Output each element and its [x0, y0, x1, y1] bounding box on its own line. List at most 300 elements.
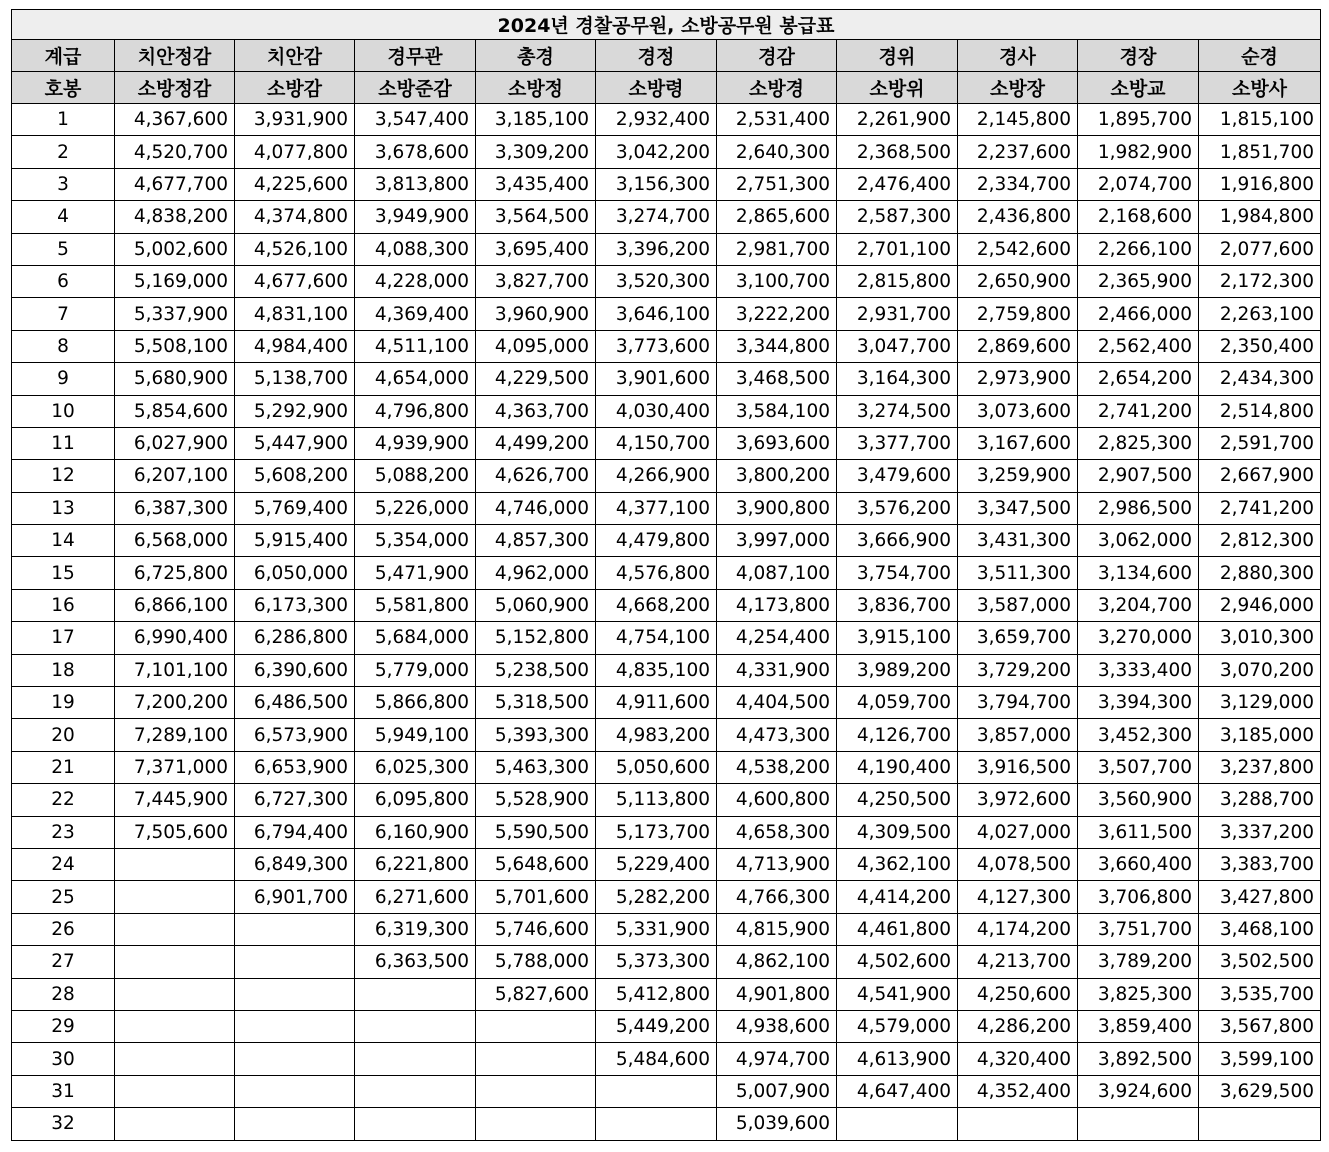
salary-cell: 5,412,800: [596, 978, 717, 1010]
table-row: [12, 104, 1321, 136]
salary-cell: 2,701,100: [837, 233, 958, 265]
salary-cell: 5,373,300: [596, 946, 717, 978]
salary-cell: 3,010,300: [1199, 622, 1321, 654]
salary-cell: 3,576,200: [837, 492, 958, 524]
table-row: [12, 719, 1321, 751]
table-row: [12, 881, 1321, 913]
salary-cell: 6,725,800: [115, 557, 235, 589]
salary-cell: 4,030,400: [596, 395, 717, 427]
salary-cell: 5,769,400: [235, 492, 355, 524]
step-number-cell: 27: [12, 946, 115, 978]
salary-cell: 4,796,800: [355, 395, 476, 427]
salary-cell: 3,222,200: [717, 298, 837, 330]
salary-cell: 2,514,800: [1199, 395, 1321, 427]
salary-cell: 3,646,100: [596, 298, 717, 330]
salary-cell: 3,794,700: [958, 687, 1078, 719]
salary-cell: [355, 1043, 476, 1075]
table-row: [12, 913, 1321, 945]
salary-cell: [115, 848, 235, 880]
salary-cell: 6,025,300: [355, 751, 476, 783]
salary-cell: 5,331,900: [596, 913, 717, 945]
salary-cell: 4,815,900: [717, 913, 837, 945]
table-row: [12, 298, 1321, 330]
salary-cell: [958, 1108, 1078, 1140]
step-number-cell: 26: [12, 913, 115, 945]
salary-cell: 4,984,400: [235, 330, 355, 362]
salary-cell: 2,654,200: [1078, 363, 1199, 395]
step-number-cell: 30: [12, 1043, 115, 1075]
header-cell-step-10: 소방사: [1199, 72, 1321, 104]
salary-cell: [235, 1010, 355, 1042]
salary-cell: 4,077,800: [235, 136, 355, 168]
salary-cell: 5,866,800: [355, 687, 476, 719]
salary-cell: 3,129,000: [1199, 687, 1321, 719]
salary-cell: 5,746,600: [476, 913, 596, 945]
salary-cell: 6,794,400: [235, 816, 355, 848]
salary-cell: 3,309,200: [476, 136, 596, 168]
step-number-cell: 6: [12, 265, 115, 297]
salary-cell: 4,352,400: [958, 1075, 1078, 1107]
salary-cell: 3,892,500: [1078, 1043, 1199, 1075]
salary-cell: 4,857,300: [476, 525, 596, 557]
salary-cell: 4,309,500: [837, 816, 958, 848]
title-row: [12, 10, 1321, 40]
salary-cell: 2,261,900: [837, 104, 958, 136]
salary-cell: 3,560,900: [1078, 784, 1199, 816]
salary-cell: 3,394,300: [1078, 687, 1199, 719]
table-row: [12, 233, 1321, 265]
salary-cell: 6,573,900: [235, 719, 355, 751]
salary-cell: 6,568,000: [115, 525, 235, 557]
salary-cell: 5,788,000: [476, 946, 596, 978]
salary-cell: 4,331,900: [717, 654, 837, 686]
salary-table-container: [11, 9, 1320, 1141]
salary-cell: 2,815,800: [837, 265, 958, 297]
salary-cell: 5,680,900: [115, 363, 235, 395]
salary-cell: 2,825,300: [1078, 427, 1199, 459]
salary-cell: 2,869,600: [958, 330, 1078, 362]
salary-cell: 5,581,800: [355, 589, 476, 621]
step-number-cell: 18: [12, 654, 115, 686]
salary-cell: 2,237,600: [958, 136, 1078, 168]
salary-cell: 3,789,200: [1078, 946, 1199, 978]
step-number-cell: 24: [12, 848, 115, 880]
salary-cell: 2,751,300: [717, 168, 837, 200]
salary-cell: 1,815,100: [1199, 104, 1321, 136]
salary-cell: [235, 1043, 355, 1075]
salary-cell: 4,579,000: [837, 1010, 958, 1042]
table-row: [12, 492, 1321, 524]
salary-cell: 5,282,200: [596, 881, 717, 913]
salary-cell: 3,185,100: [476, 104, 596, 136]
salary-cell: [235, 1075, 355, 1107]
salary-cell: 3,042,200: [596, 136, 717, 168]
salary-cell: 3,047,700: [837, 330, 958, 362]
salary-cell: [115, 881, 235, 913]
salary-cell: 2,812,300: [1199, 525, 1321, 557]
salary-cell: 7,200,200: [115, 687, 235, 719]
salary-cell: 3,164,300: [837, 363, 958, 395]
step-number-cell: 13: [12, 492, 115, 524]
salary-cell: 4,654,000: [355, 363, 476, 395]
salary-cell: 5,447,900: [235, 427, 355, 459]
salary-cell: 3,916,500: [958, 751, 1078, 783]
salary-cell: 4,027,000: [958, 816, 1078, 848]
header-cell-step-1: 소방정감: [115, 72, 235, 104]
salary-cell: 2,759,800: [958, 298, 1078, 330]
salary-cell: 3,167,600: [958, 427, 1078, 459]
salary-cell: 2,946,000: [1199, 589, 1321, 621]
step-number-cell: 21: [12, 751, 115, 783]
salary-cell: [115, 913, 235, 945]
salary-cell: 3,800,200: [717, 460, 837, 492]
step-number-cell: 22: [12, 784, 115, 816]
salary-cell: 4,369,400: [355, 298, 476, 330]
header-cell-rank-6: 경감: [717, 40, 837, 72]
table-row: [12, 363, 1321, 395]
salary-cell: 4,541,900: [837, 978, 958, 1010]
table-row: [12, 946, 1321, 978]
table-row: [12, 265, 1321, 297]
salary-cell: 1,851,700: [1199, 136, 1321, 168]
table-row: [12, 525, 1321, 557]
salary-cell: 4,600,800: [717, 784, 837, 816]
salary-cell: 3,693,600: [717, 427, 837, 459]
header-cell-step-6: 소방경: [717, 72, 837, 104]
salary-cell: 5,393,300: [476, 719, 596, 751]
header-cell-rank-7: 경위: [837, 40, 958, 72]
salary-cell: 4,502,600: [837, 946, 958, 978]
salary-cell: 3,274,500: [837, 395, 958, 427]
salary-cell: 3,468,500: [717, 363, 837, 395]
step-number-cell: 1: [12, 104, 115, 136]
table-row: [12, 1010, 1321, 1042]
header-cell-rank-9: 경장: [1078, 40, 1199, 72]
salary-cell: [235, 1108, 355, 1140]
salary-cell: 3,396,200: [596, 233, 717, 265]
salary-cell: 3,949,900: [355, 201, 476, 233]
salary-cell: 4,613,900: [837, 1043, 958, 1075]
salary-cell: 2,880,300: [1199, 557, 1321, 589]
salary-cell: 3,564,500: [476, 201, 596, 233]
salary-cell: 2,263,100: [1199, 298, 1321, 330]
salary-cell: 6,390,600: [235, 654, 355, 686]
step-number-cell: 11: [12, 427, 115, 459]
salary-cell: 2,145,800: [958, 104, 1078, 136]
salary-cell: 3,915,100: [837, 622, 958, 654]
salary-cell: [1078, 1108, 1199, 1140]
salary-cell: [596, 1108, 717, 1140]
salary-cell: 6,387,300: [115, 492, 235, 524]
salary-cell: 3,333,400: [1078, 654, 1199, 686]
salary-cell: 6,363,500: [355, 946, 476, 978]
salary-cell: 2,365,900: [1078, 265, 1199, 297]
salary-cell: 6,486,500: [235, 687, 355, 719]
salary-cell: 6,901,700: [235, 881, 355, 913]
step-number-cell: 17: [12, 622, 115, 654]
salary-cell: 4,250,500: [837, 784, 958, 816]
salary-cell: 2,168,600: [1078, 201, 1199, 233]
salary-cell: 5,238,500: [476, 654, 596, 686]
salary-cell: 5,684,000: [355, 622, 476, 654]
header-row-police-ranks: [12, 40, 1321, 72]
salary-cell: 4,078,500: [958, 848, 1078, 880]
salary-cell: 2,986,500: [1078, 492, 1199, 524]
salary-cell: 6,286,800: [235, 622, 355, 654]
salary-cell: 7,445,900: [115, 784, 235, 816]
salary-cell: 5,915,400: [235, 525, 355, 557]
header-cell-rank-10: 순경: [1199, 40, 1321, 72]
salary-cell: 2,981,700: [717, 233, 837, 265]
salary-cell: 4,414,200: [837, 881, 958, 913]
salary-cell: 5,471,900: [355, 557, 476, 589]
salary-cell: 5,088,200: [355, 460, 476, 492]
header-cell-step-7: 소방위: [837, 72, 958, 104]
salary-cell: 3,931,900: [235, 104, 355, 136]
salary-cell: [115, 1043, 235, 1075]
step-number-cell: 4: [12, 201, 115, 233]
step-number-cell: 31: [12, 1075, 115, 1107]
salary-cell: 4,939,900: [355, 427, 476, 459]
salary-cell: 7,371,000: [115, 751, 235, 783]
header-cell-rank-2: 치안감: [235, 40, 355, 72]
salary-cell: 4,766,300: [717, 881, 837, 913]
salary-cell: 2,741,200: [1199, 492, 1321, 524]
salary-cell: 5,002,600: [115, 233, 235, 265]
salary-cell: 3,435,400: [476, 168, 596, 200]
salary-cell: 4,479,800: [596, 525, 717, 557]
salary-cell: 4,862,100: [717, 946, 837, 978]
salary-cell: 3,989,200: [837, 654, 958, 686]
salary-cell: 4,962,000: [476, 557, 596, 589]
salary-cell: 4,266,900: [596, 460, 717, 492]
salary-cell: 3,567,800: [1199, 1010, 1321, 1042]
salary-cell: 4,677,600: [235, 265, 355, 297]
table-row: [12, 1043, 1321, 1075]
salary-cell: 2,907,500: [1078, 460, 1199, 492]
salary-cell: [115, 1075, 235, 1107]
salary-cell: [476, 1108, 596, 1140]
header-cell-step-2: 소방감: [235, 72, 355, 104]
salary-cell: [355, 1010, 476, 1042]
salary-cell: 4,647,400: [837, 1075, 958, 1107]
salary-cell: 4,626,700: [476, 460, 596, 492]
salary-cell: 4,538,200: [717, 751, 837, 783]
salary-cell: 3,070,200: [1199, 654, 1321, 686]
table-row: [12, 816, 1321, 848]
salary-cell: 3,900,800: [717, 492, 837, 524]
salary-cell: 5,827,600: [476, 978, 596, 1010]
salary-cell: 1,984,800: [1199, 201, 1321, 233]
salary-cell: 4,225,600: [235, 168, 355, 200]
salary-cell: 4,499,200: [476, 427, 596, 459]
salary-cell: 4,974,700: [717, 1043, 837, 1075]
salary-cell: 4,228,000: [355, 265, 476, 297]
header-cell-step-3: 소방준감: [355, 72, 476, 104]
salary-cell: 2,266,100: [1078, 233, 1199, 265]
salary-cell: 5,039,600: [717, 1108, 837, 1140]
table-row: [12, 1075, 1321, 1107]
step-number-cell: 12: [12, 460, 115, 492]
header-cell-step-0: 호봉: [12, 72, 115, 104]
salary-cell: 5,113,800: [596, 784, 717, 816]
table-row: [12, 330, 1321, 362]
salary-cell: 5,779,000: [355, 654, 476, 686]
salary-cell: 4,576,800: [596, 557, 717, 589]
step-number-cell: 10: [12, 395, 115, 427]
salary-cell: 4,404,500: [717, 687, 837, 719]
salary-cell: 4,174,200: [958, 913, 1078, 945]
salary-cell: 3,754,700: [837, 557, 958, 589]
step-number-cell: 23: [12, 816, 115, 848]
salary-cell: 2,587,300: [837, 201, 958, 233]
salary-cell: 3,479,600: [837, 460, 958, 492]
salary-cell: [476, 1075, 596, 1107]
salary-cell: 3,377,700: [837, 427, 958, 459]
salary-cell: 4,374,800: [235, 201, 355, 233]
salary-cell: 2,334,700: [958, 168, 1078, 200]
salary-cell: 3,259,900: [958, 460, 1078, 492]
salary-cell: 3,629,500: [1199, 1075, 1321, 1107]
salary-cell: 4,363,700: [476, 395, 596, 427]
table-row: [12, 978, 1321, 1010]
salary-cell: 4,658,300: [717, 816, 837, 848]
salary-cell: 3,611,500: [1078, 816, 1199, 848]
salary-cell: 3,185,000: [1199, 719, 1321, 751]
salary-cell: 3,666,900: [837, 525, 958, 557]
salary-cell: 5,060,900: [476, 589, 596, 621]
table-row: [12, 622, 1321, 654]
salary-cell: 3,729,200: [958, 654, 1078, 686]
header-cell-step-8: 소방장: [958, 72, 1078, 104]
salary-cell: 1,916,800: [1199, 168, 1321, 200]
salary-cell: [115, 946, 235, 978]
salary-cell: 4,095,000: [476, 330, 596, 362]
salary-cell: 5,337,900: [115, 298, 235, 330]
salary-cell: 6,160,900: [355, 816, 476, 848]
salary-cell: 5,354,000: [355, 525, 476, 557]
salary-cell: 3,660,400: [1078, 848, 1199, 880]
salary-cell: 3,347,500: [958, 492, 1078, 524]
salary-cell: 7,289,100: [115, 719, 235, 751]
salary-cell: 4,938,600: [717, 1010, 837, 1042]
table-body: [12, 104, 1321, 1141]
salary-cell: 3,587,000: [958, 589, 1078, 621]
salary-cell: 4,150,700: [596, 427, 717, 459]
salary-table: [11, 9, 1321, 1141]
salary-cell: 3,204,700: [1078, 589, 1199, 621]
salary-cell: 2,466,000: [1078, 298, 1199, 330]
table-row: [12, 427, 1321, 459]
salary-cell: 3,706,800: [1078, 881, 1199, 913]
step-number-cell: 19: [12, 687, 115, 719]
salary-cell: 5,608,200: [235, 460, 355, 492]
salary-cell: 4,901,800: [717, 978, 837, 1010]
step-number-cell: 5: [12, 233, 115, 265]
salary-cell: [476, 1043, 596, 1075]
salary-cell: [596, 1075, 717, 1107]
salary-cell: 3,270,000: [1078, 622, 1199, 654]
salary-cell: [235, 978, 355, 1010]
salary-cell: 5,229,400: [596, 848, 717, 880]
step-number-cell: 28: [12, 978, 115, 1010]
step-number-cell: 20: [12, 719, 115, 751]
salary-cell: 3,972,600: [958, 784, 1078, 816]
step-number-cell: 15: [12, 557, 115, 589]
salary-cell: 6,027,900: [115, 427, 235, 459]
salary-cell: 5,463,300: [476, 751, 596, 783]
salary-cell: 4,254,400: [717, 622, 837, 654]
salary-cell: 5,292,900: [235, 395, 355, 427]
salary-cell: 3,344,800: [717, 330, 837, 362]
table-row: [12, 1108, 1321, 1140]
table-row: [12, 460, 1321, 492]
table-row: [12, 654, 1321, 686]
salary-cell: 7,101,100: [115, 654, 235, 686]
salary-cell: 3,452,300: [1078, 719, 1199, 751]
table-row: [12, 687, 1321, 719]
step-number-cell: 9: [12, 363, 115, 395]
salary-cell: 4,362,100: [837, 848, 958, 880]
salary-cell: 6,727,300: [235, 784, 355, 816]
salary-cell: 5,169,000: [115, 265, 235, 297]
salary-cell: 5,050,600: [596, 751, 717, 783]
salary-cell: [355, 978, 476, 1010]
salary-cell: 2,077,600: [1199, 233, 1321, 265]
salary-cell: 4,173,800: [717, 589, 837, 621]
salary-cell: 4,911,600: [596, 687, 717, 719]
salary-cell: 3,695,400: [476, 233, 596, 265]
salary-cell: 3,337,200: [1199, 816, 1321, 848]
salary-cell: 6,653,900: [235, 751, 355, 783]
salary-cell: 6,221,800: [355, 848, 476, 880]
salary-cell: [115, 1108, 235, 1140]
salary-cell: 2,542,600: [958, 233, 1078, 265]
salary-cell: 5,701,600: [476, 881, 596, 913]
salary-cell: 4,511,100: [355, 330, 476, 362]
salary-cell: 5,484,600: [596, 1043, 717, 1075]
salary-cell: 2,932,400: [596, 104, 717, 136]
salary-cell: 6,990,400: [115, 622, 235, 654]
salary-cell: 4,190,400: [837, 751, 958, 783]
salary-cell: 5,138,700: [235, 363, 355, 395]
salary-cell: 2,436,800: [958, 201, 1078, 233]
salary-cell: 3,827,700: [476, 265, 596, 297]
salary-cell: 4,835,100: [596, 654, 717, 686]
salary-cell: 2,368,500: [837, 136, 958, 168]
salary-cell: 3,427,800: [1199, 881, 1321, 913]
table-title: 2024년 경찰공무원, 소방공무원 봉급표: [12, 10, 1321, 40]
salary-cell: 3,997,000: [717, 525, 837, 557]
salary-cell: 5,152,800: [476, 622, 596, 654]
salary-cell: 2,667,900: [1199, 460, 1321, 492]
salary-cell: 4,677,700: [115, 168, 235, 200]
salary-cell: 4,831,100: [235, 298, 355, 330]
salary-cell: [355, 1075, 476, 1107]
salary-cell: 5,949,100: [355, 719, 476, 751]
salary-cell: 4,286,200: [958, 1010, 1078, 1042]
header-cell-rank-5: 경정: [596, 40, 717, 72]
salary-cell: 4,213,700: [958, 946, 1078, 978]
salary-cell: 7,505,600: [115, 816, 235, 848]
step-number-cell: 16: [12, 589, 115, 621]
salary-cell: 3,859,400: [1078, 1010, 1199, 1042]
salary-cell: 6,095,800: [355, 784, 476, 816]
step-number-cell: 25: [12, 881, 115, 913]
salary-cell: 3,468,100: [1199, 913, 1321, 945]
salary-cell: 3,836,700: [837, 589, 958, 621]
header-cell-rank-4: 총경: [476, 40, 596, 72]
